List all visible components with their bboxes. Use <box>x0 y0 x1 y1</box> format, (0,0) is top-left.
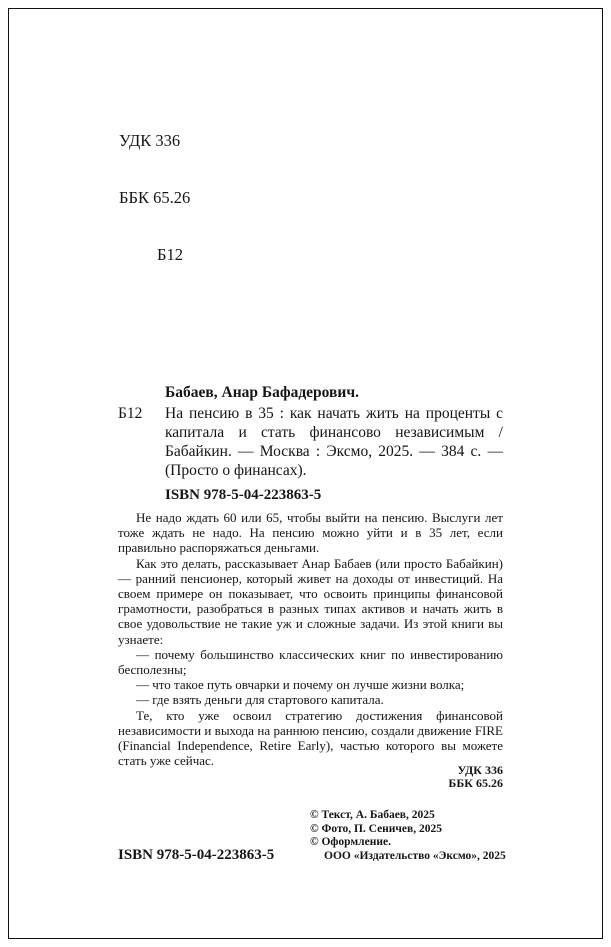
author-sign-code-top: Б12 <box>157 245 183 264</box>
annotation-block <box>118 510 503 768</box>
copyright-text-line: © Текст, А. Бабаев, 2025 <box>310 809 435 821</box>
udk-code-bottom: УДК 336 <box>457 763 503 777</box>
copyright-block <box>310 809 506 863</box>
annotation-paragraph-1: Не надо ждать 60 или 65, чтобы выйти на пенсию. Выслуги лет тоже ждать не надо. На пенсию можно уйти и в 35 лет, если правильно распоряжаться деньгами. <box>118 510 503 556</box>
bibliographic-block <box>118 383 503 768</box>
annotation-bullet-2: — что такое путь овчарки и почему он лучше жизни волка; <box>136 677 465 693</box>
bibliographic-entry: На пенсию в 35 : как начать жить на проценты с капитала и стать финансово независимым / Бабайкин. — Москва : Эксмо, 2025. — 384 с. — (Просто о финансах). <box>165 405 503 479</box>
annotation-bullet-3: — где взять деньги для стартового капитала. <box>136 692 384 708</box>
copyright-design-line: © Оформление. <box>310 836 391 848</box>
annotation-paragraph-2: Как это делать, рассказывает Анар Бабаев (или просто Бабайкин) — ранний пенсионер, который живет на доходы от инвестиций. На своем примере он показывает, что освоить принципы финансовой грамотности, разобраться в разных типах активов и начать жить в свое удовольствие не такие уж и сложные задачи. Из этой книги вы узнаете: <box>118 555 503 647</box>
udk-code-top: УДК 336 <box>119 131 181 150</box>
author-heading: Бабаев, Анар Бафадерович. <box>165 384 359 401</box>
isbn-main: ISBN 978-5-04-223863-5 <box>165 487 322 503</box>
isbn-bottom: ISBN 978-5-04-223863-5 <box>118 847 275 863</box>
bbk-code-top: ББК 65.26 <box>119 188 191 207</box>
classification-codes-top <box>119 93 190 302</box>
copyright-photo-line: © Фото, П. Сеничев, 2025 <box>310 822 442 835</box>
classification-codes-bottom <box>118 764 503 790</box>
catalog-code: Б12 <box>118 405 143 422</box>
bbk-code-bottom: ББК 65.26 <box>448 776 503 790</box>
copyright-publisher-line: ООО «Издательство «Эксмо», 2025 <box>324 849 506 862</box>
catalog-entry <box>118 404 503 480</box>
annotation-bullet-1: — почему большинство классических книг по инвестированию бесполезны; <box>118 646 503 678</box>
annotation-paragraph-3: Те, кто уже освоил стратегию достижения финансовой независимости и выхода на раннюю пенсию, создали движение FIRE (Financial Independence, Retire Early), частью которого вы можете стать уже сейчас. <box>118 707 503 769</box>
